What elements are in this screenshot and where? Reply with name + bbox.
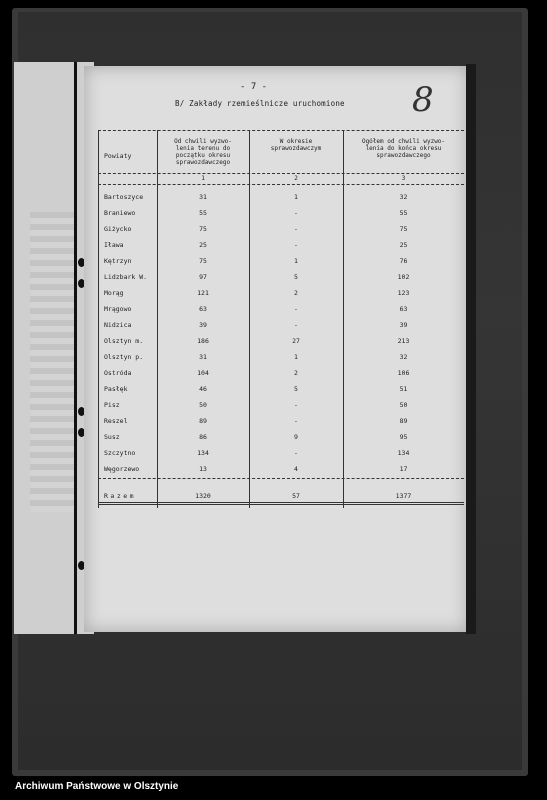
column-number: 3 bbox=[401, 175, 406, 182]
row-powiat: Ostróda bbox=[104, 369, 132, 377]
table-row bbox=[98, 365, 464, 381]
total-col3: 1377 bbox=[395, 492, 412, 500]
header-col1-line: początku okresu bbox=[175, 152, 231, 159]
row-powiat: Braniewo bbox=[104, 209, 136, 217]
row-col3: 89 bbox=[399, 417, 408, 425]
archive-label: Archiwum Państwowe w Olsztynie bbox=[15, 781, 179, 792]
row-powiat: Lidzbark W. bbox=[104, 273, 148, 281]
row-col1: 186 bbox=[197, 337, 209, 345]
table-bottom-rule bbox=[98, 502, 464, 505]
column-number: 1 bbox=[201, 175, 205, 182]
row-powiat: Szczytno bbox=[104, 449, 136, 457]
table-row bbox=[98, 237, 464, 253]
table-row bbox=[98, 333, 464, 349]
row-col3: 106 bbox=[397, 369, 410, 377]
row-powiat: Iława bbox=[104, 241, 124, 249]
header-col3 bbox=[343, 138, 464, 159]
page-edge bbox=[466, 64, 476, 634]
row-col1: 50 bbox=[199, 401, 207, 409]
row-col2: 2 bbox=[294, 289, 298, 297]
row-col1: 121 bbox=[197, 289, 209, 297]
row-powiat: Olsztyn p. bbox=[104, 353, 144, 361]
data-table bbox=[98, 130, 464, 508]
table-header-rule bbox=[98, 173, 464, 174]
table-row bbox=[98, 381, 464, 397]
column-number: 2 bbox=[294, 175, 298, 182]
row-powiat: Mrągowo bbox=[104, 305, 132, 313]
table-row bbox=[98, 317, 464, 333]
table-body-end-rule bbox=[98, 478, 464, 479]
row-col3: 102 bbox=[397, 273, 410, 281]
row-col1: 104 bbox=[197, 369, 209, 377]
table-row bbox=[98, 221, 464, 237]
row-powiat: Węgorzewo bbox=[104, 465, 140, 473]
row-powiat: Olsztyn m. bbox=[104, 337, 144, 345]
row-col2: - bbox=[294, 225, 298, 233]
row-col3: 63 bbox=[399, 305, 408, 313]
row-col2: - bbox=[294, 305, 298, 313]
row-col2: 1 bbox=[294, 257, 298, 265]
header-col2 bbox=[249, 138, 343, 152]
table-row bbox=[98, 349, 464, 365]
row-col1: 39 bbox=[199, 321, 207, 329]
row-col2: 9 bbox=[294, 433, 298, 441]
binder-line bbox=[74, 62, 77, 634]
row-powiat: Kętrzyn bbox=[104, 257, 132, 265]
row-col3: 95 bbox=[399, 433, 408, 441]
row-col3: 50 bbox=[399, 401, 408, 409]
header-col2-line: sprawozdawczym bbox=[270, 145, 322, 152]
row-col1: 75 bbox=[199, 257, 207, 265]
row-col1: 55 bbox=[199, 209, 207, 217]
table-colnum-rule bbox=[98, 184, 464, 185]
row-col1: 97 bbox=[199, 273, 207, 281]
header-col2-line: W okresie bbox=[279, 138, 313, 145]
row-col2: 5 bbox=[294, 273, 298, 281]
page-number: - 7 - bbox=[240, 82, 268, 92]
row-col3: 76 bbox=[399, 257, 408, 265]
header-col1 bbox=[157, 138, 249, 166]
row-col3: 25 bbox=[399, 241, 408, 249]
table-row bbox=[98, 461, 464, 477]
table-top-rule bbox=[98, 130, 464, 131]
table-row bbox=[98, 413, 464, 429]
section-title: B/ Zakłady rzemieślnicze uruchomione bbox=[175, 99, 345, 108]
row-col3: 134 bbox=[397, 449, 410, 457]
row-col1: 31 bbox=[199, 193, 207, 201]
row-col2: - bbox=[294, 417, 298, 425]
header-col1-line: sprawozdawczego bbox=[175, 159, 231, 166]
table-row bbox=[98, 205, 464, 221]
row-col3: 55 bbox=[399, 209, 408, 217]
total-col2: 57 bbox=[292, 492, 300, 500]
row-col2: 1 bbox=[294, 193, 298, 201]
row-col1: 75 bbox=[199, 225, 207, 233]
row-col2: - bbox=[294, 209, 298, 217]
row-col3: 17 bbox=[399, 465, 408, 473]
row-col3: 32 bbox=[399, 193, 408, 201]
row-col2: 1 bbox=[294, 353, 298, 361]
row-col2: 2 bbox=[294, 369, 298, 377]
row-powiat: Nidzica bbox=[104, 321, 132, 329]
row-col2: - bbox=[294, 401, 298, 409]
row-powiat: Pisz bbox=[104, 401, 120, 409]
row-col2: 4 bbox=[294, 465, 298, 473]
row-col2: 5 bbox=[294, 385, 298, 393]
row-powiat: Giżycko bbox=[104, 225, 132, 233]
row-col2: 27 bbox=[292, 337, 300, 345]
header-col3-line: Ogółem od chwili wyzwo- bbox=[361, 138, 446, 145]
row-col1: 134 bbox=[197, 449, 209, 457]
header-col3-line: lenia do końca okresu bbox=[365, 145, 442, 152]
row-col3: 75 bbox=[399, 225, 408, 233]
table-row bbox=[98, 301, 464, 317]
table-row bbox=[98, 397, 464, 413]
row-col1: 86 bbox=[199, 433, 207, 441]
total-col1: 1320 bbox=[195, 492, 211, 500]
table-row bbox=[98, 445, 464, 461]
row-col3: 213 bbox=[397, 337, 410, 345]
total-label: Razem bbox=[104, 492, 137, 500]
row-col1: 13 bbox=[199, 465, 207, 473]
row-powiat: Reszel bbox=[104, 417, 128, 425]
row-col2: - bbox=[294, 449, 298, 457]
table-row bbox=[98, 189, 464, 205]
table-row bbox=[98, 285, 464, 301]
handwritten-page-number: 8 bbox=[412, 80, 434, 120]
row-col3: 123 bbox=[397, 289, 410, 297]
row-powiat: Pasłęk bbox=[104, 385, 128, 393]
header-powiaty: Powiaty bbox=[104, 152, 132, 160]
table-row bbox=[98, 429, 464, 445]
row-col3: 51 bbox=[399, 385, 408, 393]
table-row bbox=[98, 269, 464, 285]
row-powiat: Morąg bbox=[104, 289, 124, 297]
row-col1: 25 bbox=[199, 241, 207, 249]
header-col3-line: sprawozdawczego bbox=[376, 152, 431, 159]
back-page bbox=[14, 62, 94, 634]
row-col2: - bbox=[294, 321, 298, 329]
row-col2: - bbox=[294, 241, 298, 249]
row-col1: 89 bbox=[199, 417, 207, 425]
row-col1: 31 bbox=[199, 353, 207, 361]
row-col3: 39 bbox=[399, 321, 408, 329]
header-col1-line: Od chwili wyzwo- bbox=[174, 138, 232, 145]
row-powiat: Susz bbox=[104, 433, 120, 441]
row-col3: 32 bbox=[399, 353, 408, 361]
table-row bbox=[98, 253, 464, 269]
row-col1: 63 bbox=[199, 305, 207, 313]
row-powiat: Bartoszyce bbox=[104, 193, 144, 201]
row-col1: 46 bbox=[199, 385, 207, 393]
header-col1-line: lenia terenu do bbox=[175, 145, 231, 152]
back-page-text-strip bbox=[30, 212, 76, 512]
